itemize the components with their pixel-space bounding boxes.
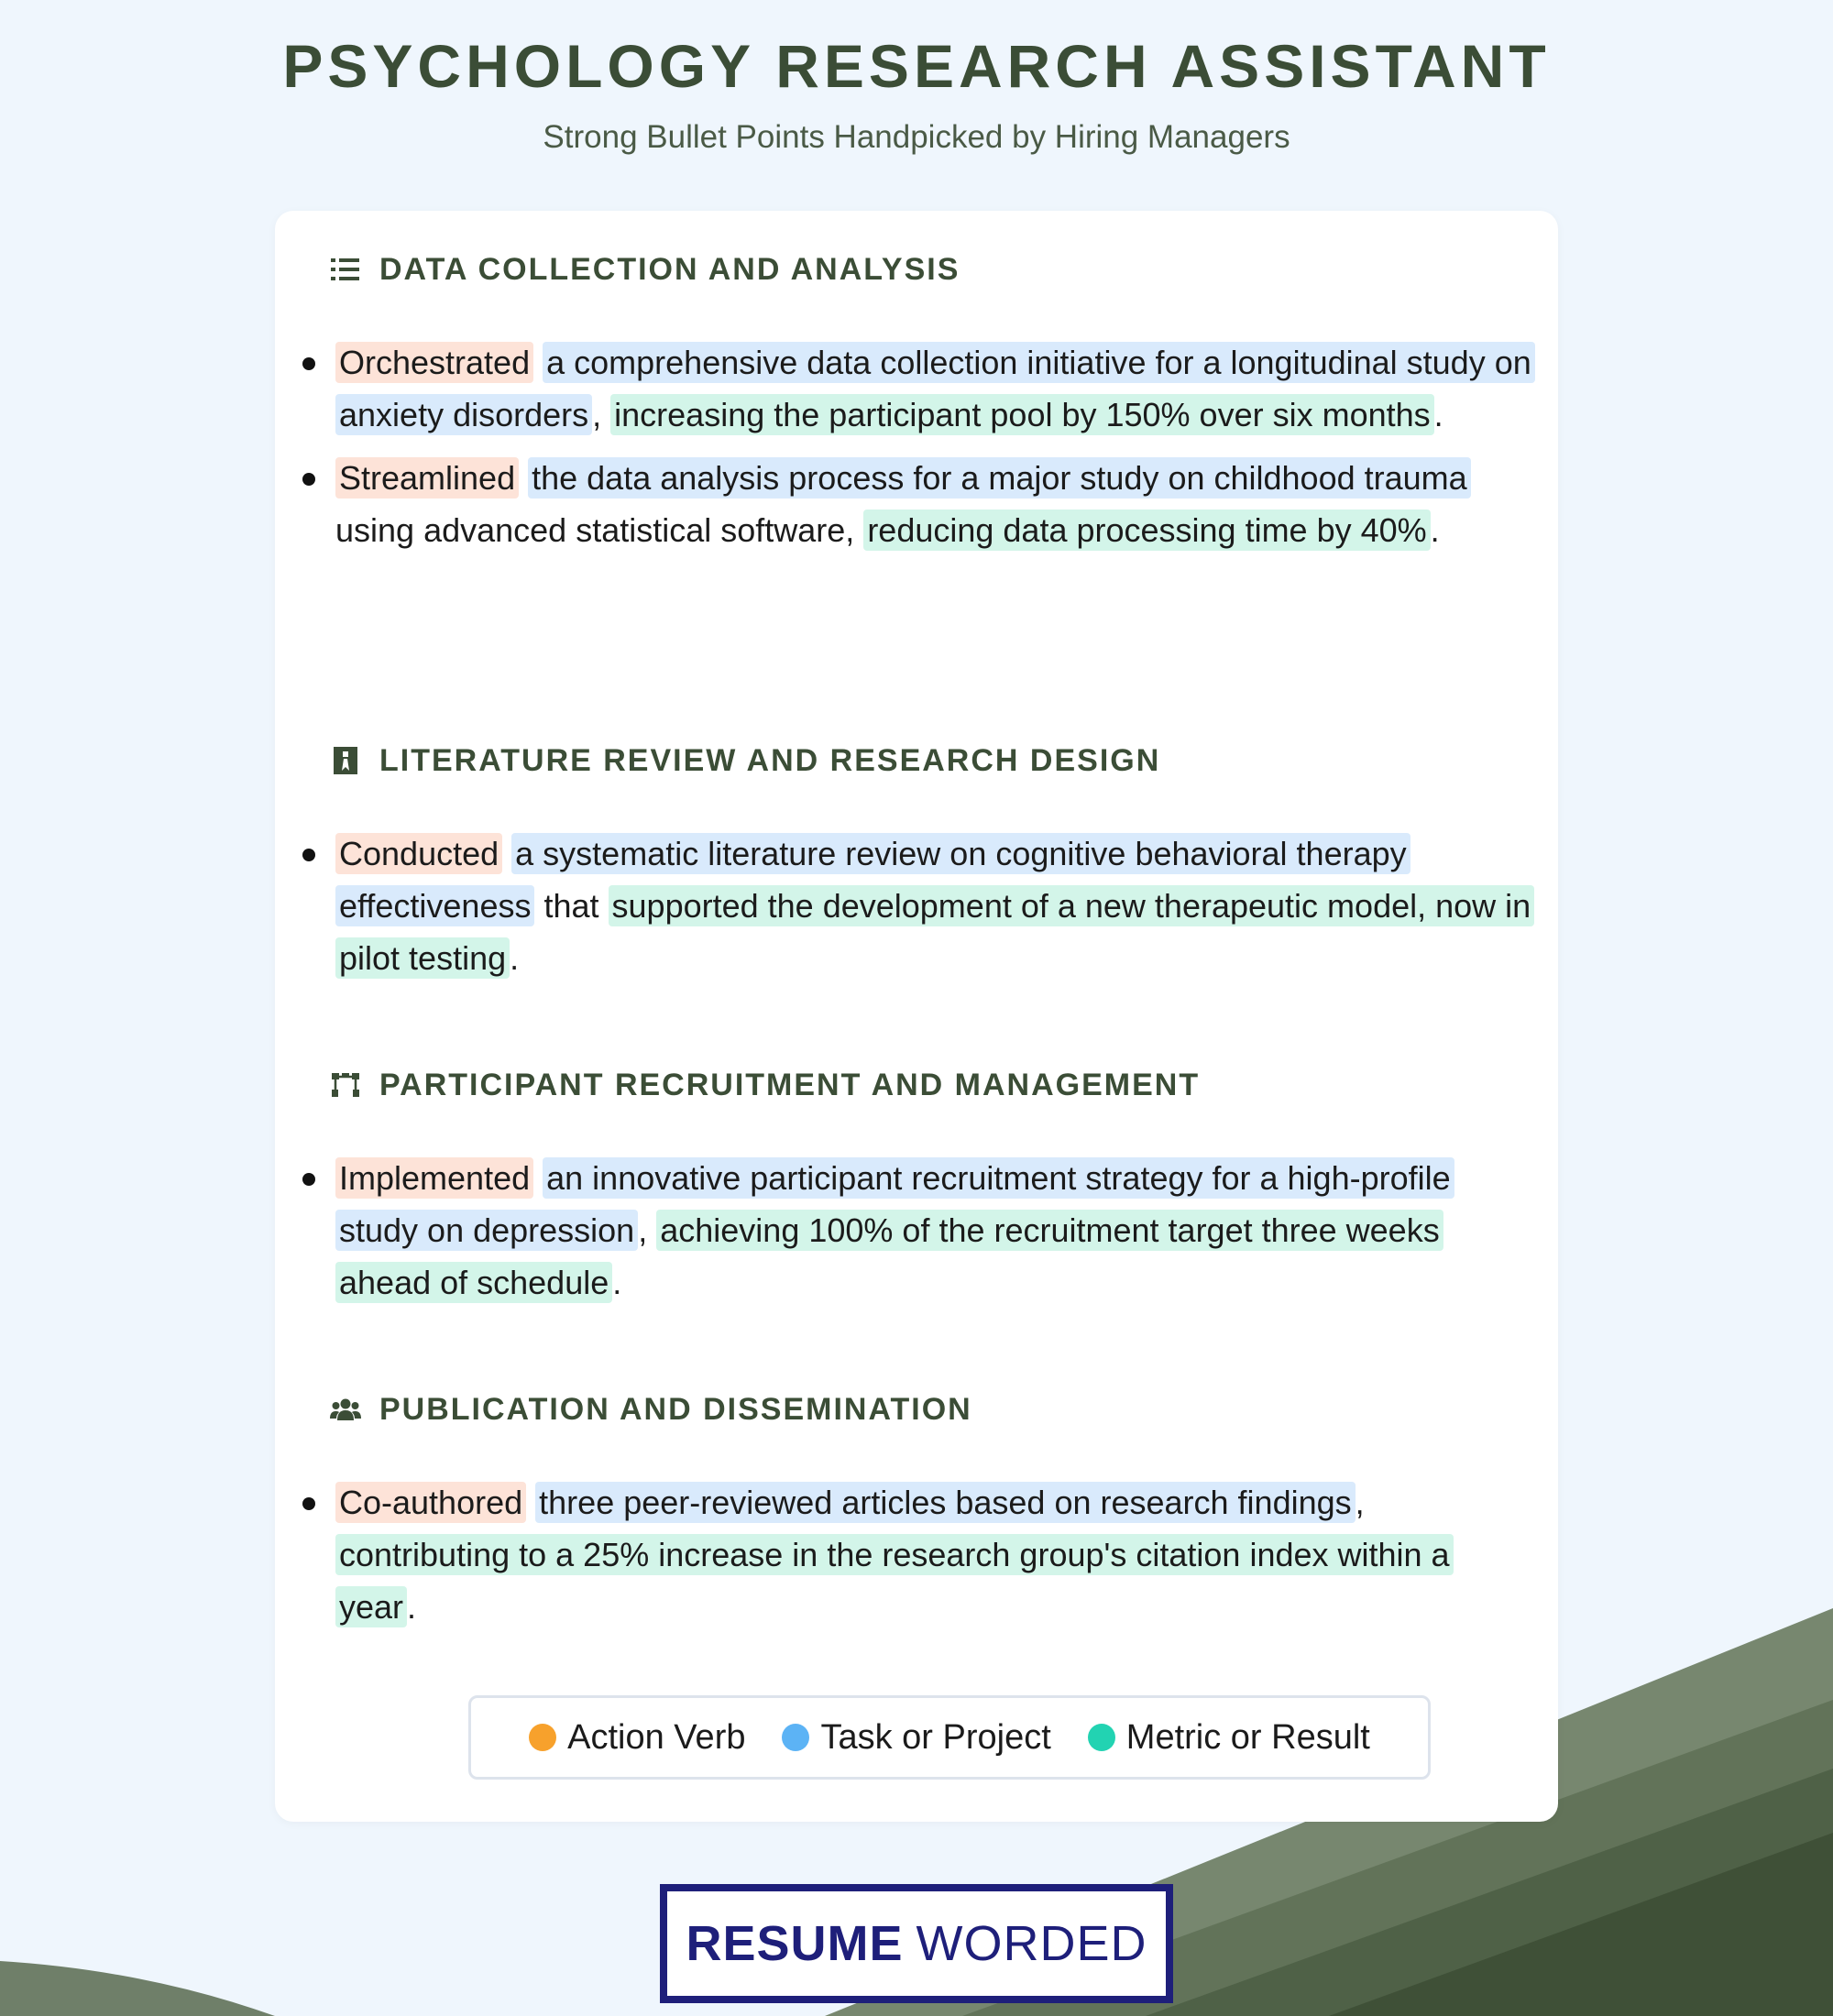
bullet-item: [275, 827, 1558, 984]
bullet-list: [275, 1476, 1558, 1644]
task-phrase: a systematic literature review on cognitive behavioral therapy effectiveness: [335, 833, 1410, 926]
page-title: PSYCHOLOGY RESEARCH ASSISTANT: [282, 32, 1551, 100]
metric-phrase: increasing the participant pool by 150% over six months: [610, 394, 1434, 435]
action-verb: Co-authored: [335, 1482, 526, 1523]
legend-dot-orange: [529, 1724, 556, 1751]
bullet-item: [275, 452, 1558, 556]
resume-worded-logo[interactable]: [660, 1884, 1173, 2003]
legend-label: Metric or Result: [1125, 1717, 1370, 1757]
action-verb: Streamlined: [335, 457, 519, 499]
section-title: DATA COLLECTION AND ANALYSIS: [379, 252, 960, 287]
bullet-item: [275, 1152, 1558, 1309]
action-verb: Implemented: [335, 1157, 533, 1199]
bullet-item: [275, 1476, 1558, 1633]
connector-text: ,: [1355, 1484, 1365, 1521]
end-punctuation: .: [612, 1264, 622, 1301]
connector-text: that: [534, 887, 609, 925]
section-header: [330, 1389, 972, 1430]
metric-phrase: achieving 100% of the recruitment target three weeks ahead of schedule: [335, 1210, 1443, 1303]
end-punctuation: .: [1430, 511, 1440, 549]
task-phrase: an innovative participant recruitment strategy for a high-profile study on depression: [335, 1157, 1454, 1251]
section-header: [330, 1065, 1200, 1105]
legend-item-task: [782, 1718, 1050, 1758]
action-verb: Conducted: [335, 833, 502, 874]
section-header: [330, 249, 960, 290]
metric-phrase: contributing to a 25% increase in the research group's citation index within a year: [335, 1534, 1454, 1627]
section-title: PARTICIPANT RECRUITMENT AND MANAGEMENT: [379, 1068, 1201, 1102]
legend-label: Action Verb: [567, 1717, 746, 1757]
end-punctuation: .: [510, 939, 520, 977]
network-icon: [330, 1069, 361, 1101]
legend-dot-blue: [782, 1724, 809, 1751]
metric-phrase: supported the development of a new therapeutic model, now in pilot testing: [335, 885, 1534, 979]
page-header: [0, 27, 1833, 158]
logo-bold-text: RESUME: [686, 1916, 904, 1971]
end-punctuation: .: [407, 1588, 417, 1626]
book-icon: [330, 745, 361, 776]
action-verb: Orchestrated: [335, 342, 533, 383]
bullet-list: [275, 827, 1558, 995]
legend-dot-teal: [1088, 1724, 1115, 1751]
legend-item-action-verb: [529, 1718, 745, 1758]
logo-regular-text: WORDED: [916, 1916, 1147, 1971]
page-subtitle: Strong Bullet Points Handpicked by Hiring Managers: [543, 119, 1290, 155]
task-phrase: a comprehensive data collection initiative for a longitudinal study on anxiety disorders: [335, 342, 1535, 435]
legend-item-metric: [1088, 1718, 1370, 1758]
section-header: [330, 740, 1160, 781]
users-icon: [330, 1394, 361, 1425]
list-icon: [330, 254, 361, 285]
bullet-card: [275, 211, 1558, 1822]
bullet-item: [275, 336, 1558, 441]
highlight-legend: [468, 1695, 1431, 1780]
section-title: PUBLICATION AND DISSEMINATION: [379, 1392, 972, 1427]
bullet-list: [275, 336, 1558, 567]
connector-text: ,: [638, 1211, 657, 1249]
connector-text: ,: [592, 396, 611, 433]
end-punctuation: .: [1433, 396, 1443, 433]
task-phrase: three peer-reviewed articles based on research findings: [535, 1482, 1355, 1523]
task-phrase: the data analysis process for a major study on childhood trauma: [528, 457, 1471, 499]
legend-label: Task or Project: [820, 1717, 1051, 1757]
section-title: LITERATURE REVIEW AND RESEARCH DESIGN: [379, 743, 1161, 778]
bullet-list: [275, 1152, 1558, 1320]
connector-text: using advanced statistical software,: [335, 511, 864, 549]
metric-phrase: reducing data processing time by 40%: [863, 509, 1430, 551]
